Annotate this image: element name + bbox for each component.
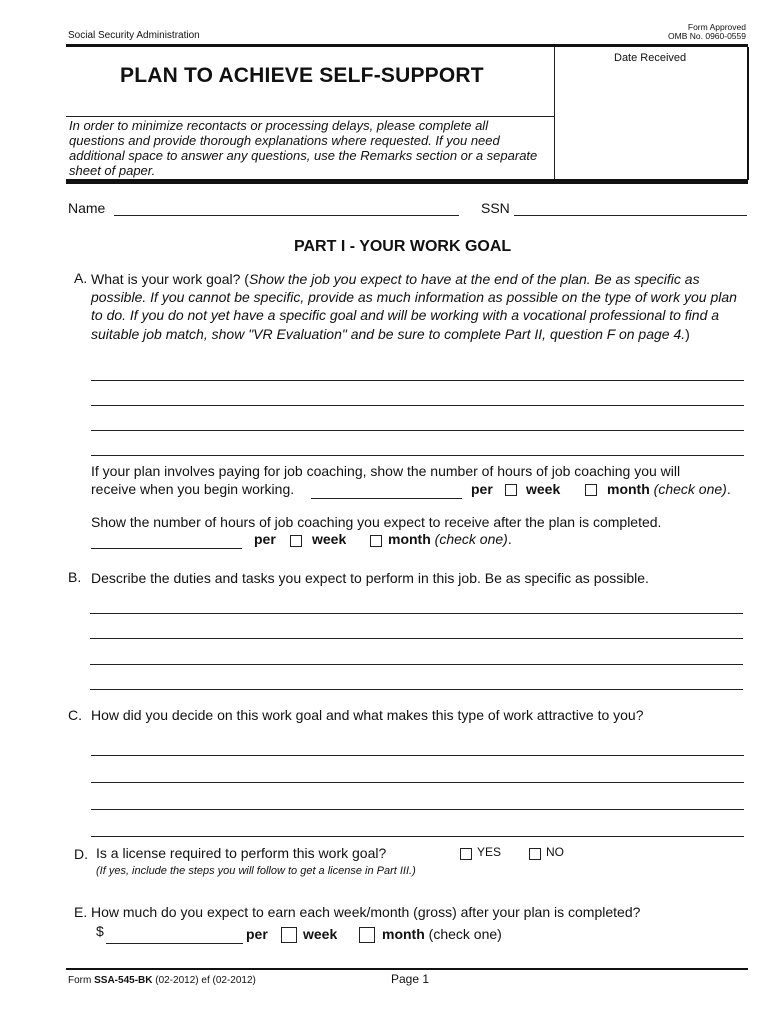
answer-c-line-4[interactable] (91, 836, 744, 837)
answer-b-line-3[interactable] (90, 664, 743, 665)
date-received-box (554, 47, 749, 180)
coaching1-per: per (471, 481, 493, 497)
license-yes-label: YES (477, 845, 502, 859)
agency-name: Social Security Administration (68, 30, 200, 41)
question-a-lead: What is your work goal? ( (91, 271, 249, 287)
coaching1-month-group (607, 481, 731, 497)
coaching2-week-checkbox[interactable] (290, 535, 302, 547)
coaching1-line2: receive when you begin working. (91, 481, 295, 497)
question-b-text: Describe the duties and tasks you expect to perform in this job. Be as specific as possible. (91, 570, 649, 586)
page-number: Page 1 (391, 972, 430, 986)
license-no-label: NO (546, 845, 564, 859)
name-label: Name (68, 200, 106, 216)
answer-a-line-4[interactable] (91, 455, 744, 456)
coaching2-month-group (388, 531, 512, 547)
answer-a-line-2[interactable] (91, 405, 744, 406)
title-divider (66, 116, 554, 117)
earnings-check-one: (check one) (428, 926, 502, 942)
question-a-text (91, 270, 741, 343)
name-field[interactable] (114, 215, 459, 216)
footer-rule (66, 968, 748, 970)
question-a-italic: Show the job you expect to have at the end of the plan. Be as specific as possible. If you cannot be specific, provide as much information as possible on the type of work you plan to do. If you do not yet have a specific goal and will be working with a vocational professional to find a suitable job match, show "VR Evaluation" and be sure to complete Part II, question F on page 4. (91, 271, 737, 342)
coaching2-hours-field[interactable] (91, 548, 242, 549)
question-c-letter: C. (68, 707, 82, 723)
answer-c-line-3[interactable] (91, 809, 744, 810)
question-d-text: Is a license required to perform this work goal? (96, 845, 387, 861)
question-a-tail: ) (685, 325, 690, 342)
earnings-month-group (382, 926, 502, 942)
question-e-text: How much do you expect to earn each week/month (gross) after your plan is completed? (91, 904, 641, 920)
coaching1-week-checkbox[interactable] (505, 484, 517, 496)
question-c-text: How did you decide on this work goal and what makes this type of work attractive to you? (91, 707, 644, 723)
form-number (68, 975, 256, 986)
answer-b-line-1[interactable] (90, 613, 743, 614)
form-approved: Form Approved (687, 22, 746, 32)
coaching1-month-label: month (607, 481, 650, 497)
answer-b-line-2[interactable] (90, 638, 743, 639)
coaching1-month-checkbox[interactable] (585, 484, 597, 496)
earnings-field[interactable] (106, 943, 243, 944)
answer-b-line-4[interactable] (90, 689, 743, 690)
coaching1-period: . (726, 481, 731, 497)
form-id: SSA-545-BK (94, 975, 153, 986)
coaching2-month-label: month (388, 531, 431, 547)
question-d-letter: D. (74, 846, 88, 862)
earnings-week-checkbox[interactable] (281, 927, 297, 943)
ssn-field[interactable] (514, 215, 747, 216)
form-title: PLAN TO ACHIEVE SELF-SUPPORT (120, 64, 484, 87)
coaching2-check-one: (check one) (434, 531, 508, 547)
question-a-letter: A. (74, 270, 88, 286)
coaching1-check-one: (check one) (653, 481, 727, 497)
answer-a-line-3[interactable] (91, 430, 744, 431)
coaching2-period: . (507, 531, 512, 547)
question-e-letter: E. (74, 904, 88, 920)
coaching2-month-checkbox[interactable] (370, 535, 382, 547)
date-received-label: Date Received (614, 52, 687, 64)
license-no-checkbox[interactable] (529, 848, 541, 860)
answer-c-line-1[interactable] (91, 755, 744, 756)
header-bottom-rule (66, 179, 748, 184)
omb-number: OMB No. 0960-0559 (668, 31, 746, 41)
coaching1-week-label: week (526, 481, 561, 497)
question-b-letter: B. (68, 569, 82, 585)
earnings-month-checkbox[interactable] (359, 927, 375, 943)
coaching1-hours-field[interactable] (311, 498, 462, 499)
coaching1-line1: If your plan involves paying for job coaching, show the number of hours of job coaching you will (91, 463, 681, 479)
form-prefix: Form (68, 975, 92, 986)
coaching2-text: Show the number of hours of job coaching you expect to receive after the plan is completed. (91, 514, 662, 530)
instructions-text: In order to minimize recontacts or processing delays, please complete all questions and provide thorough explanations where requested. If you need additional space to answer any questions, use the Remarks section or a separate sheet of paper. (69, 118, 538, 178)
ssn-label: SSN (481, 200, 510, 216)
license-yes-checkbox[interactable] (460, 848, 472, 860)
earnings-per: per (246, 926, 268, 942)
dollar-sign: $ (96, 923, 104, 939)
earnings-month-label: month (382, 926, 425, 942)
coaching2-week-label: week (312, 531, 347, 547)
form-suffix: (02-2012) ef (02-2012) (155, 975, 256, 986)
answer-c-line-2[interactable] (91, 782, 744, 783)
answer-a-line-1[interactable] (91, 380, 744, 381)
coaching2-per: per (254, 531, 276, 547)
part1-heading: PART I - YOUR WORK GOAL (294, 238, 512, 255)
question-d-note: (If yes, include the steps you will follow to get a license in Part III.) (96, 865, 416, 877)
earnings-week-label: week (303, 926, 338, 942)
